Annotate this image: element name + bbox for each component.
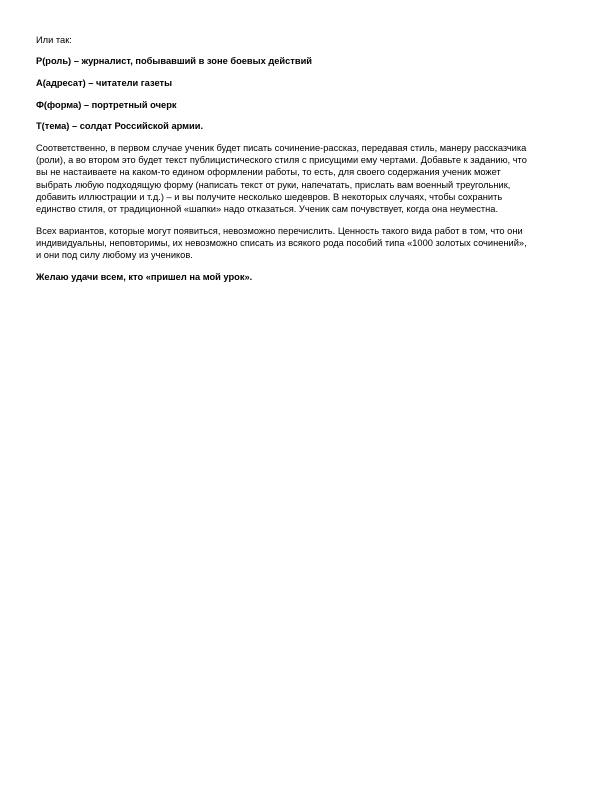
- closing-text: Желаю удачи всем, кто «пришел на мой урок».: [36, 271, 253, 282]
- body-paragraph-1: [36, 142, 576, 215]
- paragraph-line: и они под силу любому из учеников.: [36, 250, 193, 261]
- paragraph-line: Соответственно, в первом случае ученик будет писать сочинение-рассказ, передавая стиль, манеру рассказчика: [36, 143, 527, 154]
- paragraph-line: Всех вариантов, которые могут появиться, невозможно перечислить. Ценность такого вида работ в том, что они: [36, 225, 523, 236]
- raft-topic: Т(тема) – солдат Российской армии.: [36, 121, 204, 132]
- raft-format: Ф(форма) – портретный очерк: [36, 99, 177, 110]
- paragraph-line: добавить иллюстрации и т.д.) – и вы получите несколько шедевров. В некоторых случаях, чтобы сохранить: [36, 191, 503, 202]
- body-paragraph-2: [36, 225, 576, 262]
- raft-audience: А(адресат) – читатели газеты: [36, 77, 173, 88]
- paragraph-line: индивидуальны, неповторимы, их невозможно списать из всякого рода пособий типа «1000 золотых сочинений»,: [36, 237, 527, 248]
- paragraph-line: вы не настаиваете на каком-то едином оформлении работы, то есть, для своего содержания ученик может: [36, 167, 501, 178]
- raft-role: Р(роль) – журналист, побывавший в зоне боевых действий: [36, 56, 313, 67]
- paragraph-line: единство стиля, от традиционной «шапки» надо отказаться. Ученик сам почувствует, когда она неуместна.: [36, 204, 499, 215]
- intro-text: Или так:: [36, 35, 72, 45]
- document-page: [36, 34, 576, 293]
- paragraph-line: выбрать любую подходящую форму (написать текст от руки, напечатать, прислать вам военный треугольник,: [36, 179, 511, 190]
- paragraph-line: (роли), а во втором это будет текст публицистического стиля с присущими ему чертами. Добавьте к заданию, что: [36, 155, 527, 166]
